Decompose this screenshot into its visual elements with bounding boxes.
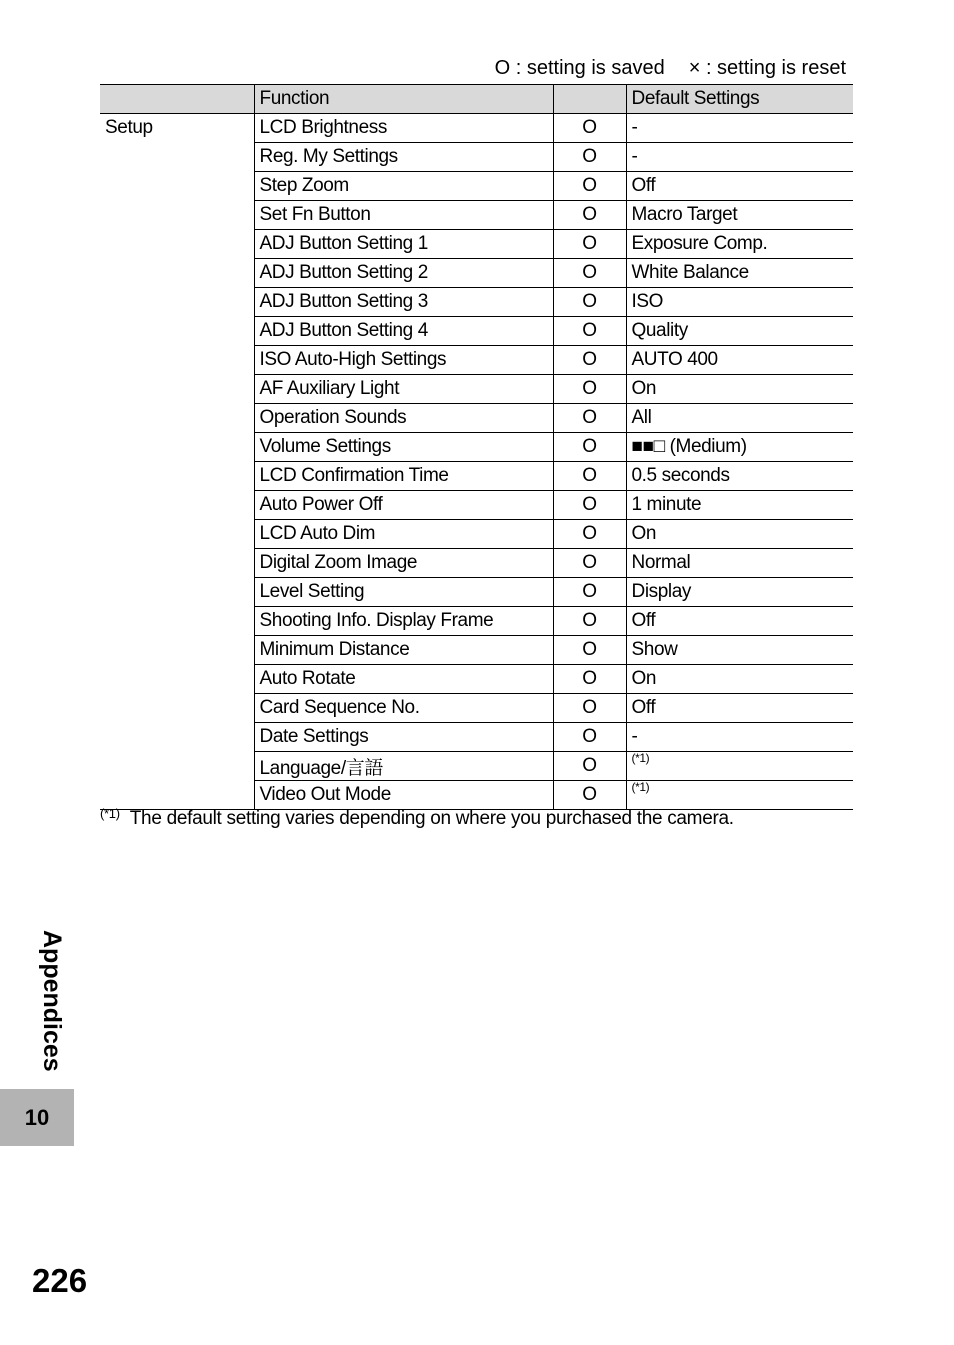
default-setting-cell: Off [626, 607, 853, 636]
footnote-ref: (*1) [631, 751, 650, 765]
saved-mark-cell: O [553, 288, 626, 317]
default-setting-cell: AUTO 400 [626, 346, 853, 375]
chapter-tab: 10 [0, 1089, 74, 1146]
function-cell: ADJ Button Setting 4 [254, 317, 553, 346]
footnote-ref: (*1) [631, 780, 650, 794]
saved-mark-cell: O [553, 491, 626, 520]
saved-mark-cell: O [553, 346, 626, 375]
saved-mark-cell: O [553, 375, 626, 404]
function-cell: Date Settings [254, 723, 553, 752]
saved-mark-cell: O [553, 462, 626, 491]
function-cell: ADJ Button Setting 2 [254, 259, 553, 288]
function-cell: Language/言語 [254, 752, 553, 781]
function-cell: Shooting Info. Display Frame [254, 607, 553, 636]
default-setting-cell: Macro Target [626, 201, 853, 230]
saved-mark-cell: O [553, 723, 626, 752]
function-cell: Level Setting [254, 578, 553, 607]
function-cell: Reg. My Settings [254, 143, 553, 172]
function-cell: ISO Auto-High Settings [254, 346, 553, 375]
function-cell: Video Out Mode [254, 781, 553, 810]
saved-mark-cell: O [553, 752, 626, 781]
saved-mark-cell: O [553, 114, 626, 143]
function-cell: LCD Auto Dim [254, 520, 553, 549]
default-setting-cell: On [626, 375, 853, 404]
saved-mark-cell: O [553, 781, 626, 810]
saved-mark-cell: O [553, 607, 626, 636]
default-setting-cell: White Balance [626, 259, 853, 288]
footnote-marker: (*1) [100, 806, 120, 821]
saved-mark-cell: O [553, 694, 626, 723]
default-setting-cell: On [626, 520, 853, 549]
default-setting-cell: Off [626, 172, 853, 201]
header-default-settings: Default Settings [626, 85, 853, 114]
default-setting-cell [626, 752, 853, 781]
table-body [100, 114, 853, 810]
default-setting-cell: - [626, 143, 853, 172]
default-setting-cell: Normal [626, 549, 853, 578]
saved-mark-cell: O [553, 317, 626, 346]
saved-mark-cell: O [553, 230, 626, 259]
legend-reset: × : setting is reset [688, 57, 846, 79]
function-cell: Step Zoom [254, 172, 553, 201]
saved-mark-cell: O [553, 578, 626, 607]
default-setting-cell [626, 781, 853, 810]
saved-mark-cell: O [553, 665, 626, 694]
default-setting-cell: Quality [626, 317, 853, 346]
default-setting-cell: - [626, 114, 853, 143]
default-setting-cell: On [626, 665, 853, 694]
function-cell: ADJ Button Setting 1 [254, 230, 553, 259]
default-setting-cell: All [626, 404, 853, 433]
legend [100, 57, 846, 80]
footnote-text: The default setting varies depending on where you purchased the camera. [129, 808, 734, 829]
default-setting-cell: Off [626, 694, 853, 723]
side-section-label [37, 930, 77, 1080]
function-cell: LCD Brightness [254, 114, 553, 143]
default-setting-cell: ISO [626, 288, 853, 317]
default-setting-cell: ■■□ (Medium) [626, 433, 853, 462]
table-row [100, 114, 853, 143]
default-setting-cell: 0.5 seconds [626, 462, 853, 491]
legend-saved: O : setting is saved [494, 57, 665, 79]
function-cell: Auto Power Off [254, 491, 553, 520]
default-setting-cell: Display [626, 578, 853, 607]
header-mark [553, 85, 626, 114]
table-header-row [100, 85, 853, 114]
function-cell: Minimum Distance [254, 636, 553, 665]
function-cell: Digital Zoom Image [254, 549, 553, 578]
category-cell: Setup [100, 114, 254, 810]
footnote [100, 808, 860, 830]
function-cell: Volume Settings [254, 433, 553, 462]
default-setting-cell: Exposure Comp. [626, 230, 853, 259]
saved-mark-cell: O [553, 549, 626, 578]
saved-mark-cell: O [553, 433, 626, 462]
default-setting-cell: - [626, 723, 853, 752]
function-cell: Auto Rotate [254, 665, 553, 694]
header-function: Function [254, 85, 553, 114]
function-cell: Operation Sounds [254, 404, 553, 433]
saved-mark-cell: O [553, 636, 626, 665]
saved-mark-cell: O [553, 259, 626, 288]
section-label-text: Appendices [38, 930, 66, 1072]
function-cell: LCD Confirmation Time [254, 462, 553, 491]
page-number: 226 [32, 1262, 88, 1299]
function-cell: ADJ Button Setting 3 [254, 288, 553, 317]
default-setting-cell: 1 minute [626, 491, 853, 520]
default-setting-cell: Show [626, 636, 853, 665]
saved-mark-cell: O [553, 520, 626, 549]
function-cell: Set Fn Button [254, 201, 553, 230]
function-cell: Card Sequence No. [254, 694, 553, 723]
function-cell: AF Auxiliary Light [254, 375, 553, 404]
saved-mark-cell: O [553, 404, 626, 433]
settings-table [100, 84, 853, 810]
saved-mark-cell: O [553, 201, 626, 230]
header-category [100, 85, 254, 114]
saved-mark-cell: O [553, 172, 626, 201]
saved-mark-cell: O [553, 143, 626, 172]
